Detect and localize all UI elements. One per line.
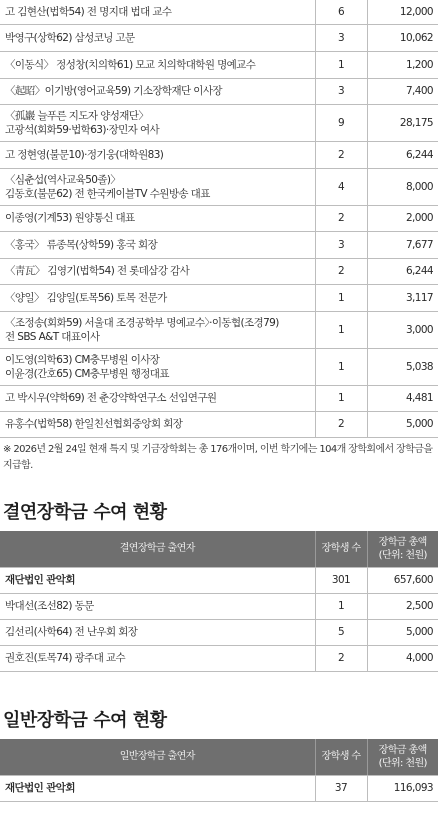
donor-name-line: 유홍수(법학58) 한일친선협회중앙회 회장 [5, 418, 183, 430]
table-row [0, 51, 438, 78]
scholar-count: 1 [315, 284, 367, 311]
header-amount: 장학금 총액 (단위: 천원) [367, 739, 438, 775]
table-row [0, 385, 438, 411]
header-count: 장학생 수 [315, 739, 367, 775]
table-row [0, 284, 438, 311]
scholarship-amount: 28,175 [367, 104, 438, 141]
donor-name [0, 411, 315, 437]
donor-name-line: 전 SBS A&T 대표이사 [5, 330, 100, 343]
donor-name [0, 104, 315, 141]
donor-name [0, 168, 315, 205]
donor-name-line: 이윤경(간호65) CM충무병원 행정대표 [5, 367, 169, 380]
donor-name [0, 24, 315, 51]
donor-name-line: 이도영(의학63) CM충무병원 이사장 [5, 353, 160, 366]
scholarship-amount: 2,000 [367, 205, 438, 231]
donor-name [0, 141, 315, 168]
scholar-count: 3 [315, 78, 367, 104]
donor-name-line: 〈홍국〉 류종목(상학59) 홍국 회장 [5, 238, 158, 251]
table-row [0, 645, 438, 671]
scholar-count: 2 [315, 205, 367, 231]
table-row [0, 593, 438, 619]
scholar-count: 3 [315, 24, 367, 51]
table-row [0, 258, 438, 284]
scholarship-amount: 2,500 [367, 593, 438, 619]
scholar-count: 3 [315, 231, 367, 258]
donor-name [0, 0, 315, 24]
table-row [0, 168, 438, 205]
donor-name-line: 〈양일〉 김양일(토목56) 토목 전문가 [5, 291, 167, 304]
header-amount: 장학금 총액 (단위: 천원) [367, 531, 438, 567]
scholar-count: 2 [315, 645, 367, 671]
scholar-count: 2 [315, 141, 367, 168]
scholar-count: 1 [315, 385, 367, 411]
scholarship-amount: 6,244 [367, 258, 438, 284]
scholarship-amount: 7,400 [367, 78, 438, 104]
donor-name [0, 348, 315, 385]
scholar-count: 37 [315, 775, 367, 801]
scholarship-amount: 5,000 [367, 619, 438, 645]
donor-name-line: 고 박시우(약학69) 전 춘강약학연구소 선임연구원 [5, 392, 217, 404]
scholar-count: 301 [315, 567, 367, 593]
scholarship-amount: 7,677 [367, 231, 438, 258]
donor-name-line: 〈起昭〉이기방(영어교육59) 기소장학재단 이사장 [5, 85, 222, 97]
donor-name-line: 〈심춘섭(역사교육50졸)〉 [5, 173, 121, 186]
scholarship-amount: 12,000 [367, 0, 438, 24]
donor-name: 재단법인 관악회 [0, 775, 315, 801]
matching-scholarship-table [0, 531, 438, 672]
donor-name-line: 박영구(상학62) 삼성코닝 고문 [5, 31, 135, 44]
scholarship-amount: 6,244 [367, 141, 438, 168]
footnote: ※ 2026년 2월 24일 현재 특지 및 기금장학회는 총 176개이며, 이번 학기에는 104개 장학회에서 장학금을 지급함. [3, 444, 433, 471]
general-scholarship-table [0, 739, 438, 802]
scholarship-amount: 10,062 [367, 24, 438, 51]
donor-name-line: 〈이동식〉 정성창(치의학61) 모교 치의학대학원 명예교수 [5, 58, 256, 71]
scholarship-amount: 4,000 [367, 645, 438, 671]
table-row [0, 231, 438, 258]
scholar-count: 9 [315, 104, 367, 141]
scholarship-amount: 3,000 [367, 311, 438, 348]
table-row [0, 411, 438, 437]
table-row [0, 0, 438, 24]
scholar-count: 1 [315, 311, 367, 348]
donor-name [0, 258, 315, 284]
scholarship-amount: 4,481 [367, 385, 438, 411]
scholar-count: 1 [315, 51, 367, 78]
header-donor: 일반장학금 출연자 [0, 739, 315, 775]
table-row [0, 619, 438, 645]
donor-name [0, 231, 315, 258]
donor-name-line: 고 정현영(불문10)·정기웅(대학원83) [5, 148, 164, 161]
donor-name: 권호진(토목74) 광주대 교수 [0, 645, 315, 671]
scholarship-amount: 5,038 [367, 348, 438, 385]
donor-name-line: 이종영(기계53) 원양통신 대표 [5, 212, 135, 224]
donor-name-line: 〈조정송(회화59) 서울대 조경공학부 명예교수〉·이동협(조경79) [5, 316, 279, 329]
table-row [0, 24, 438, 51]
table-row [0, 775, 438, 801]
donor-name-line: 고광석(회화59·법학63)·장민자 여사 [5, 123, 160, 136]
donor-name [0, 385, 315, 411]
section-title-general: 일반장학금 수여 현황 [3, 710, 167, 731]
scholar-count: 6 [315, 0, 367, 24]
scholarship-amount: 1,200 [367, 51, 438, 78]
scholar-count: 1 [315, 348, 367, 385]
donor-name [0, 205, 315, 231]
scholar-count: 1 [315, 593, 367, 619]
table-row [0, 348, 438, 385]
donor-name-line: 〈靑瓦〉 김영기(법학54) 전 롯데삼강 감사 [5, 265, 190, 277]
donor-name [0, 284, 315, 311]
scholarship-amount: 657,600 [367, 567, 438, 593]
scholarship-amount: 8,000 [367, 168, 438, 205]
scholarship-amount: 3,117 [367, 284, 438, 311]
donor-name [0, 78, 315, 104]
scholarship-amount: 5,000 [367, 411, 438, 437]
scholar-count: 5 [315, 619, 367, 645]
table-row [0, 104, 438, 141]
header-count: 장학생 수 [315, 531, 367, 567]
table-row [0, 205, 438, 231]
table-row [0, 78, 438, 104]
header-donor: 결연장학금 출연자 [0, 531, 315, 567]
table-row [0, 311, 438, 348]
scholar-count: 4 [315, 168, 367, 205]
table-row [0, 141, 438, 168]
scholar-count: 2 [315, 258, 367, 284]
donor-name: 김선리(사학64) 전 난우회 회장 [0, 619, 315, 645]
section-title-matching: 결연장학금 수여 현황 [3, 502, 167, 523]
donor-name [0, 51, 315, 78]
table-row [0, 567, 438, 593]
donor-name-line: 김동호(불문62) 전 한국케이블TV 수원방송 대표 [5, 187, 210, 200]
donor-name-line: 고 김현산(법학54) 전 명지대 법대 교수 [5, 5, 172, 18]
donor-name: 박대선(조선82) 동문 [0, 593, 315, 619]
donor-name [0, 311, 315, 348]
donor-name: 재단법인 관악회 [0, 567, 315, 593]
donor-name-line: 〈孤巖 늘푸른 지도자 양성재단〉 [5, 109, 149, 122]
scholar-count: 2 [315, 411, 367, 437]
scholarship-amount: 116,093 [367, 775, 438, 801]
